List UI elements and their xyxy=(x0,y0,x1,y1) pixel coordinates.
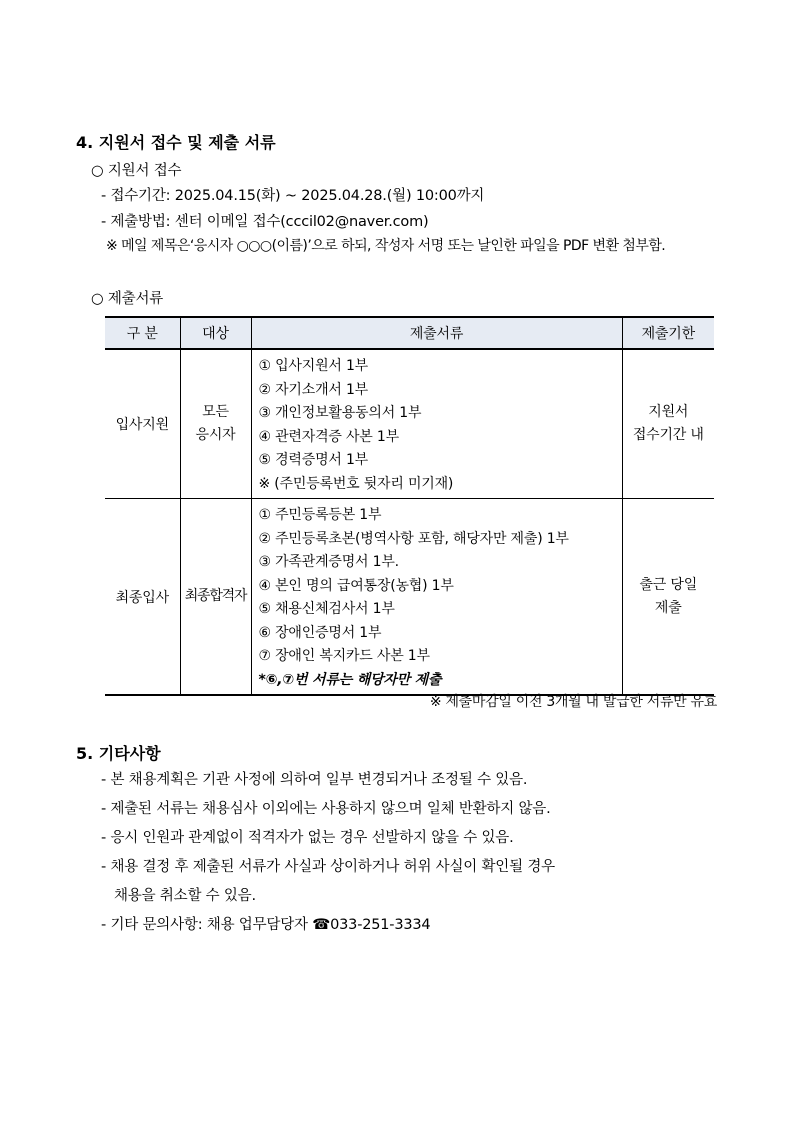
email-title-note: ※ 메일 제목은‘응시자 ○○○(이름)’으로 하되, 작성자 서명 또는 날인한 파일을 PDF 변환 첨부함. xyxy=(106,238,666,254)
header-category: 구 분 xyxy=(105,317,180,349)
section5-title: 5. 기타사항 xyxy=(76,744,161,763)
table-row xyxy=(105,349,714,499)
application-period: - 접수기간: 2025.04.15(화) ~ 2025.04.28.(월) 10:00까지 xyxy=(101,188,485,204)
row-deadline xyxy=(622,499,714,696)
document-item: ③ 개인정보활용동의서 1부 xyxy=(258,405,422,421)
document-item: ① 주민등록등본 1부 xyxy=(258,507,382,523)
target-line: 최종합격자 xyxy=(184,588,247,604)
document-note: *⑥,⑦번 서류는 해당자만 제출 xyxy=(258,671,442,688)
table-row xyxy=(105,499,714,696)
deadline-line: 지원서 xyxy=(648,404,689,420)
contact-info: - 기타 문의사항: 채용 업무담당자 ☎033-251-3334 xyxy=(101,917,431,933)
document-item: ② 주민등록초본(병역사항 포함, 해당자만 제출) 1부 xyxy=(258,530,569,547)
misc-item: - 제출된 서류는 채용심사 이외에는 사용하지 않으며 일체 반환하지 않음. xyxy=(101,801,551,817)
deadline-line: 출근 당일 xyxy=(639,576,698,593)
table-header-row xyxy=(105,317,714,349)
header-deadline: 제출기한 xyxy=(622,317,714,349)
deadline-line: 접수기간 내 xyxy=(632,427,704,443)
misc-item: - 채용 결정 후 제출된 서류가 사실과 상이하거나 허위 사실이 확인될 경우 xyxy=(101,859,555,875)
document-item: ④ 본인 명의 급여통장(농협) 1부 xyxy=(258,577,454,594)
document-item: ③ 가족관계증명서 1부. xyxy=(258,554,399,570)
document-item: ⑤ 경력증명서 1부 xyxy=(258,452,369,468)
document-item: ① 입사지원서 1부 xyxy=(258,358,369,374)
row-category: 최종입사 xyxy=(105,499,180,696)
misc-item: - 응시 인원과 관계없이 적격자가 없는 경우 선발하지 않을 수 있음. xyxy=(101,830,514,846)
row-documents xyxy=(251,349,622,499)
row-deadline xyxy=(622,349,714,499)
document-item: ⑦ 장애인 복지카드 사본 1부 xyxy=(258,648,430,664)
document-note: ※ (주민등록번호 뒷자리 미기재) xyxy=(258,475,454,492)
misc-item-continuation: 채용을 취소할 수 있음. xyxy=(114,888,256,904)
section4-subheading-documents: ○ 제출서류 xyxy=(91,291,164,307)
table-footnote: ※ 제출마감일 이전 3개월 내 발급한 서류만 유효 xyxy=(429,694,717,710)
target-line: 모든 xyxy=(202,404,229,420)
submission-documents-table xyxy=(105,316,714,696)
section4-subheading-application: ○ 지원서 접수 xyxy=(91,163,182,179)
document-item: ④ 관련자격증 사본 1부 xyxy=(258,428,399,445)
row-target xyxy=(180,349,251,499)
misc-item: - 본 채용계획은 기관 사정에 의하여 일부 변경되거나 조정될 수 있음. xyxy=(101,772,528,788)
section4-title: 4. 지원서 접수 및 제출 서류 xyxy=(76,133,276,152)
header-target: 대상 xyxy=(180,317,251,349)
row-target xyxy=(180,499,251,696)
document-item: ⑥ 장애인증명서 1부 xyxy=(258,624,382,641)
document-item: ② 자기소개서 1부 xyxy=(258,381,369,398)
header-documents: 제출서류 xyxy=(251,317,622,349)
row-category: 입사지원 xyxy=(105,349,180,499)
target-line: 응시자 xyxy=(195,427,236,443)
row-documents xyxy=(251,499,622,696)
submission-method: - 제출방법: 센터 이메일 접수(cccil02@naver.com) xyxy=(101,214,429,230)
document-item: ⑤ 채용신체검사서 1부 xyxy=(258,601,395,617)
deadline-line: 제출 xyxy=(654,599,682,616)
